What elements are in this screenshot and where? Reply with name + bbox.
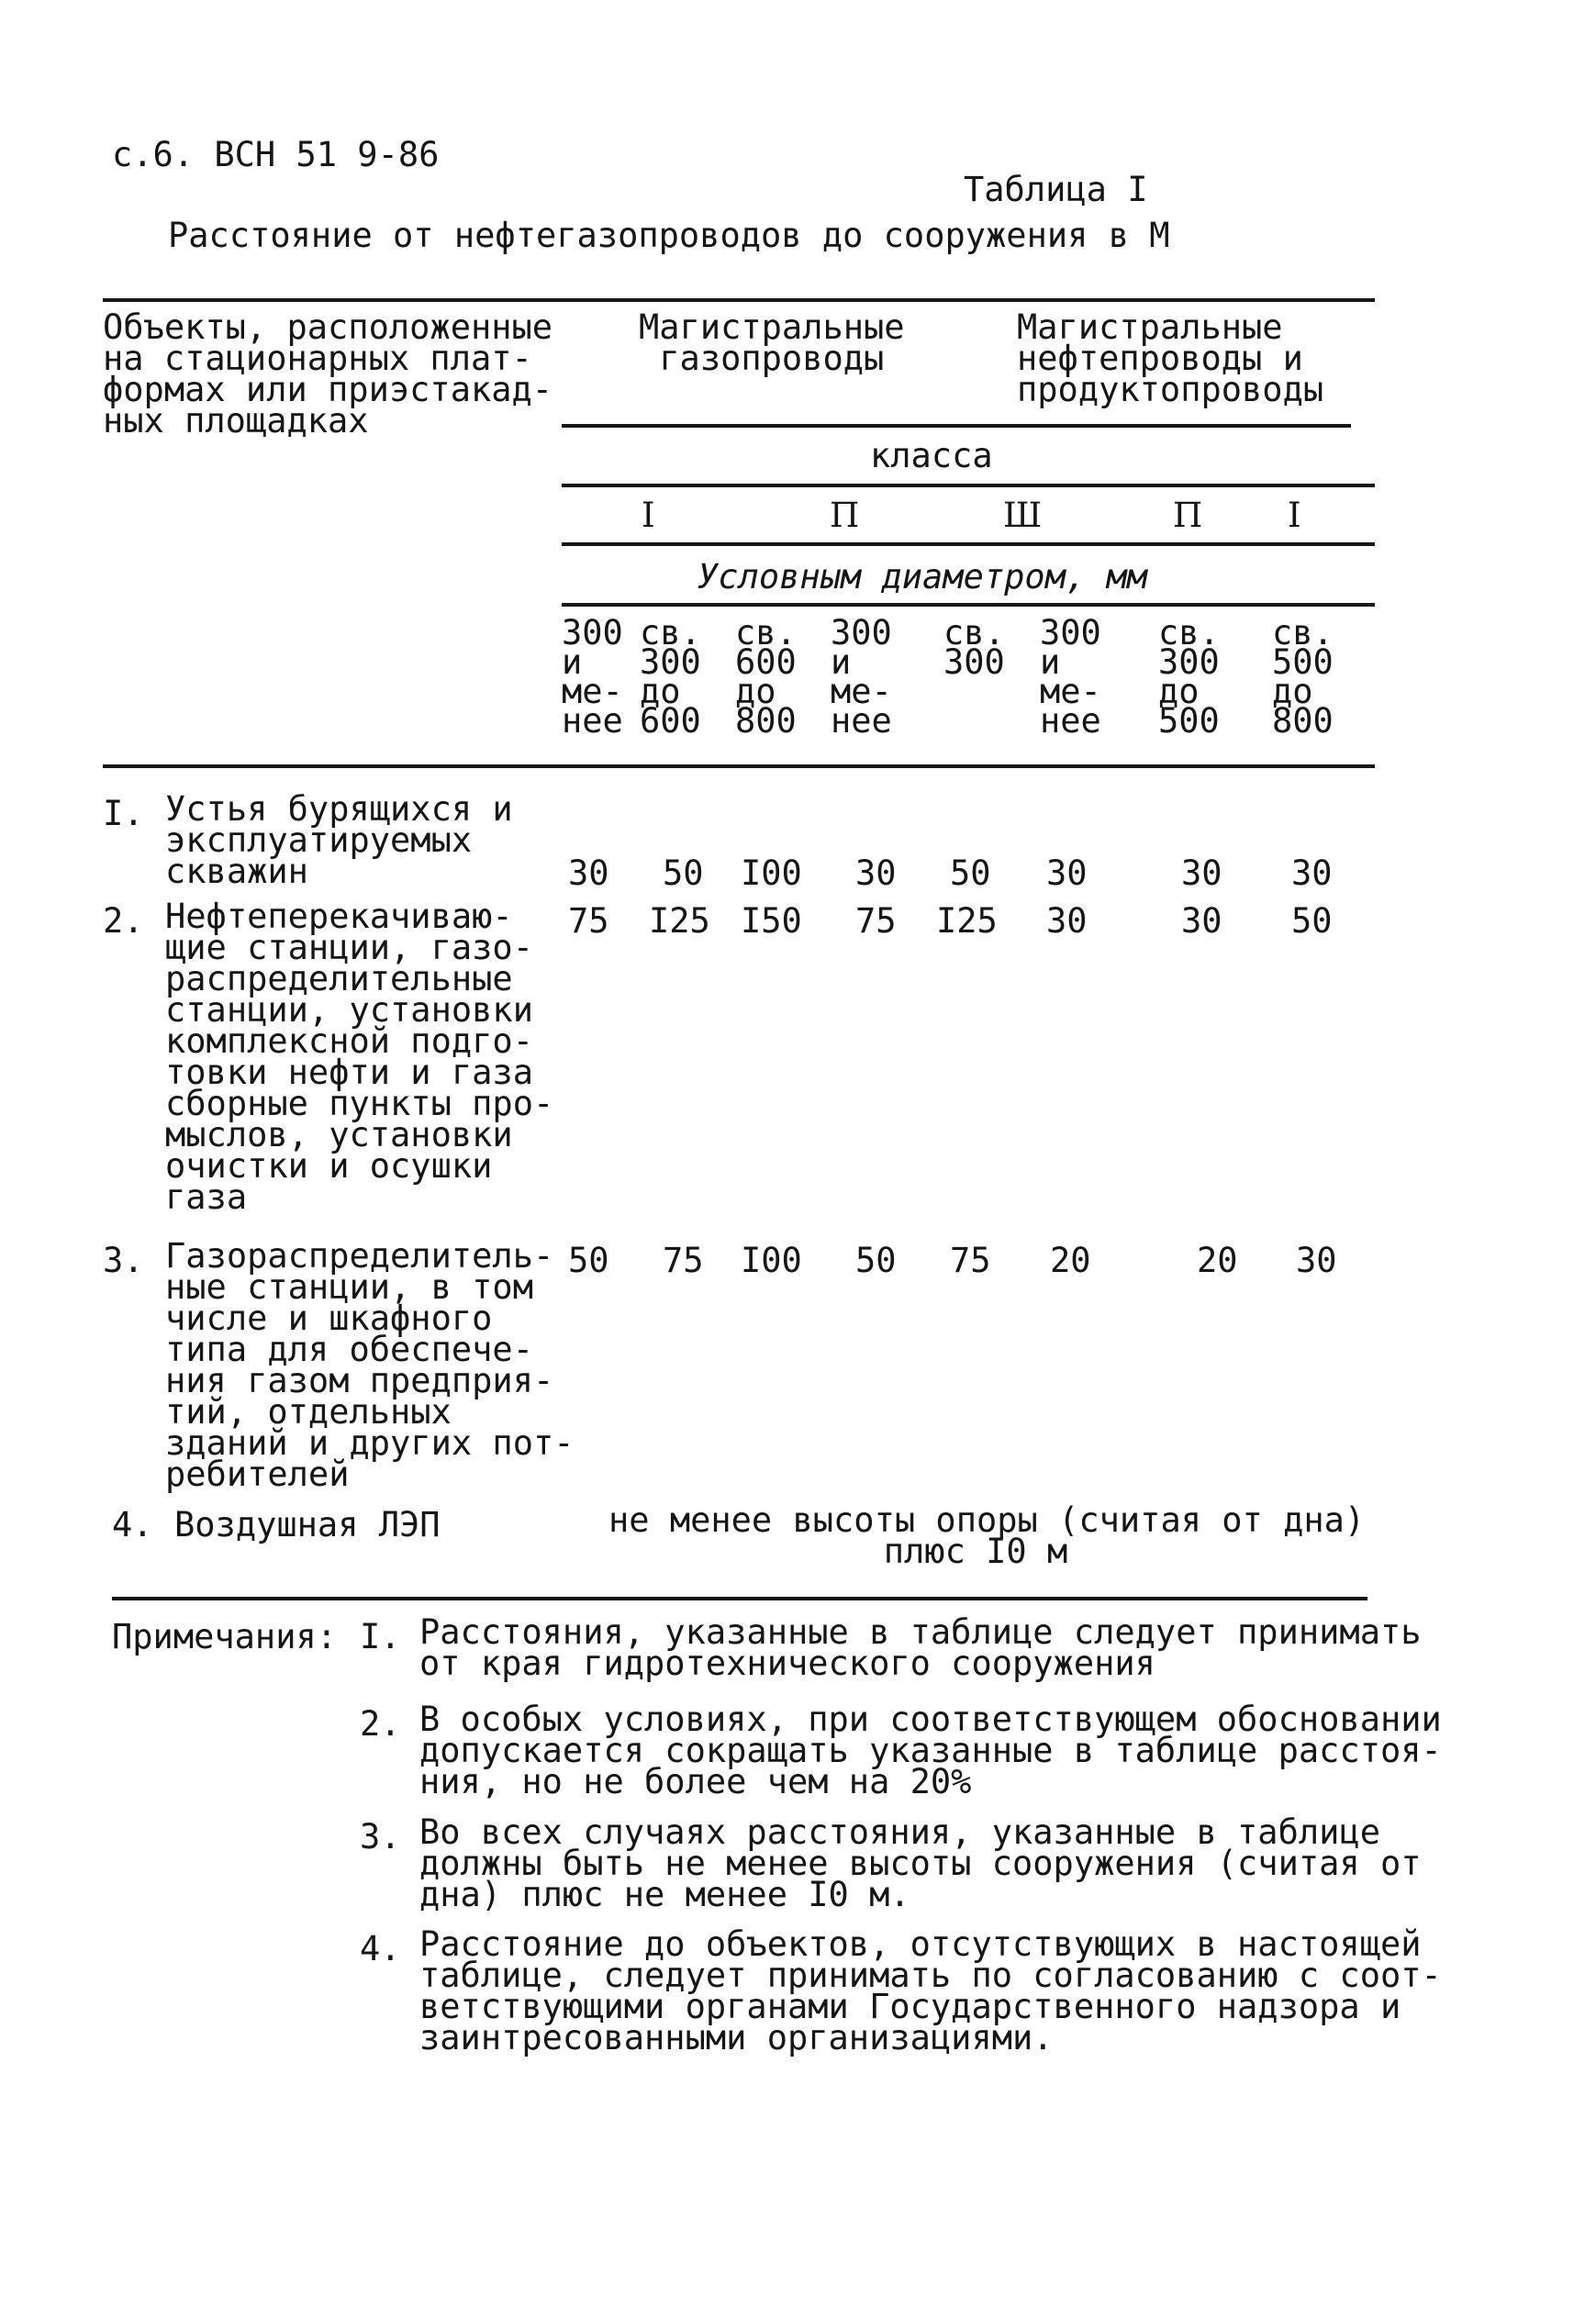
value-cell: 30 [1296,1241,1337,1280]
diameter-col-6: 300 и ме- нее [1040,613,1101,741]
diameter-label: Условным диаметром, мм [698,557,1148,597]
objects-column-header: Объекты, расположенные на стационарных плат- формах или приэстакад- ных площадках [103,307,553,440]
table-top-rule [103,298,1375,302]
row-object-name: Воздушная ЛЭП [174,1505,441,1544]
value-cell: 50 [568,1241,609,1280]
row-object-name: Газораспределитель- ные станции, в том числе и шкафного типа для обеспече- ния газом предприя- тий, отдельных зданий и других пот- ребителей [165,1236,575,1494]
row-number: 2. [103,901,144,941]
row-object-name: Устья бурящихся и эксплуатируемых скважин [165,789,513,891]
value-cell: I25 [936,901,998,941]
note-number: 4. [360,1929,401,1968]
row-number: 3. [103,1241,144,1280]
value-cell: 30 [1181,853,1222,893]
value-cell: 20 [1050,1241,1091,1280]
value-cell: 20 [1197,1241,1238,1280]
value-cell: 75 [568,901,609,941]
diameter-col-3: св. 600 до 800 [735,613,797,741]
page-reference: с.6. ВСН 51 9-86 [112,135,440,174]
value-cell: 75 [855,901,897,941]
class-label: класса [870,436,993,475]
merged-value-cell: не менее высоты опоры (считая от дна) плюс I0 м [608,1500,1366,1571]
class-oil-1: I [1288,496,1301,535]
diameter-col-1: 300 и ме- нее [562,613,623,741]
note-text: Расстояния, указанные в таблице следует принимать от края гидротехнического сооружения [419,1612,1422,1683]
row-number: 4. [112,1505,153,1544]
class-row-rule [562,542,1375,546]
row-object-name: Нефтеперекачиваю- щие станции, газо- распределительные станции, установки комплексной подго- товки нефти и газа сборные пункты про- мыслов, установки очистки и осушки газа [165,897,554,1217]
class-gas-3: Ш [1003,496,1043,535]
diameter-col-8: св. 500 до 800 [1272,613,1334,741]
gas-pipelines-group-header: Магистральные газопроводы [639,307,905,378]
table-bottom-rule [112,1597,1367,1600]
row-number: I. [103,794,144,833]
value-cell: I00 [741,853,802,893]
value-cell: 75 [663,1241,704,1280]
value-cell: 50 [663,853,704,893]
value-cell: 50 [950,853,991,893]
diameter-col-4: 300 и ме- нее [831,613,892,741]
notes-label: Примечания: [112,1617,338,1656]
value-cell: 50 [1291,901,1333,941]
value-cell: 30 [1046,901,1088,941]
value-cell: I25 [649,901,710,941]
note-text: Во всех случаях расстояния, указанные в таблице должны быть не менее высоты сооружения (считая от дна) плюс не менее I0 м. [419,1812,1422,1914]
class-oil-2: П [1173,496,1203,535]
diameter-label-rule [562,603,1375,607]
class-gas-2: П [830,496,860,535]
class-label-rule [562,484,1375,487]
value-cell: 75 [950,1241,991,1280]
header-bottom-rule [103,764,1375,768]
note-number: 2. [360,1704,401,1744]
table-label: Таблица I [964,170,1148,209]
value-cell: I50 [741,901,802,941]
diameter-col-7: св. 300 до 500 [1158,613,1220,741]
value-cell: 30 [855,853,897,893]
group-header-rule [562,424,1351,428]
value-cell: I00 [741,1241,802,1280]
note-number: 3. [360,1817,401,1856]
diameter-col-5: св. 300 [943,613,1005,682]
oil-pipelines-group-header: Магистральные нефтепроводы и продуктопроводы [1017,307,1324,409]
note-text: В особых условиях, при соответствующем обосновании допускается сокращать указанные в таблице расстоя- ния, но не более чем на 20% [419,1700,1442,1801]
value-cell: 30 [1181,901,1222,941]
value-cell: 30 [1046,853,1088,893]
class-gas-1: I [642,496,655,535]
note-text: Расстояние до объектов, отсутствующих в настоящей таблице, следует принимать по согласованию с соот- ветствующими органами Государственного надзора и заинтресованными организациями. [419,1924,1442,2057]
value-cell: 30 [568,853,609,893]
value-cell: 50 [855,1241,897,1280]
value-cell: 30 [1291,853,1333,893]
note-number: I. [360,1617,401,1656]
table-title: Расстояние от нефтегазопроводов до сооружения в М [168,216,1170,255]
diameter-col-2: св. 300 до 600 [640,613,701,741]
